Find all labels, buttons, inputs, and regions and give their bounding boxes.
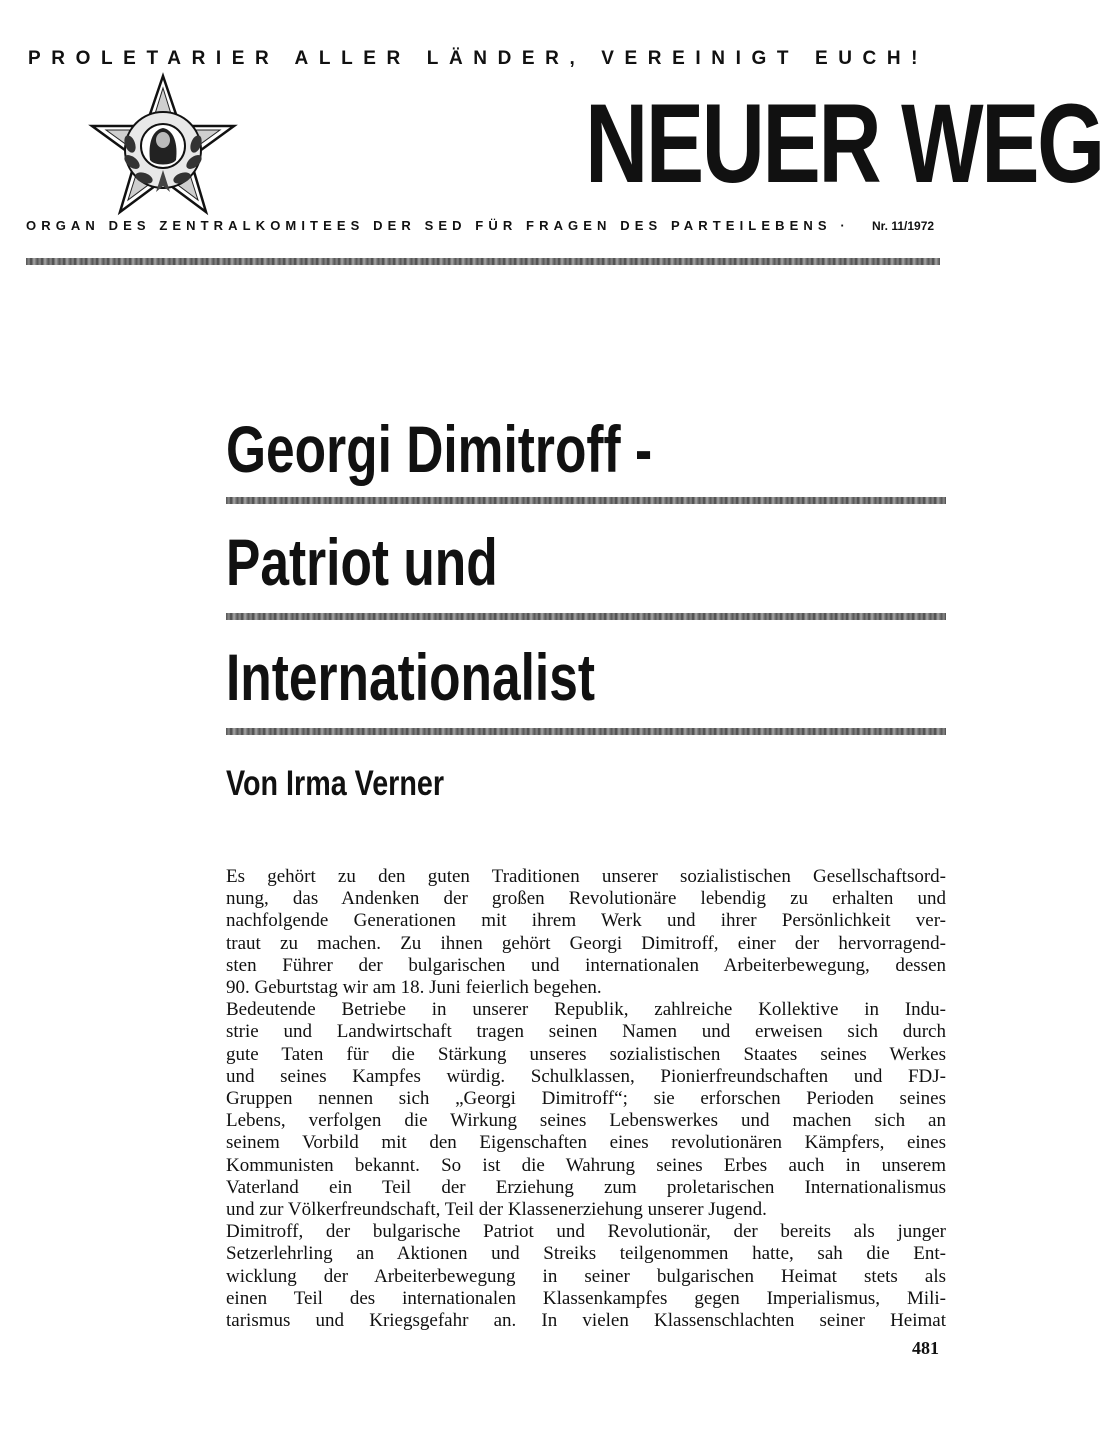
title-rule bbox=[226, 613, 946, 620]
body-text-line: traut zu machen. Zu ihnen gehört Georgi Dimitroff, einer der hervorragend- bbox=[226, 932, 946, 954]
body-text-line: nachfolgende Generationen mit ihrem Werk und ihrer Persönlichkeit ver- bbox=[226, 910, 946, 932]
header-rule bbox=[26, 258, 940, 265]
article-body bbox=[226, 866, 946, 1332]
title-rule bbox=[226, 497, 946, 504]
body-text-line: wicklung der Arbeiterbewegung in seiner bulgarischen Heimat stets als bbox=[226, 1265, 946, 1287]
body-text-line: nung, das Andenken der großen Revolutionäre lebendig zu erhalten und bbox=[226, 888, 946, 910]
body-text-line: Vaterland ein Teil der Erziehung zum proletarischen Internationalismus bbox=[226, 1176, 946, 1198]
body-text-line: einen Teil des internationalen Klassenkampfes gegen Imperialismus, Mili- bbox=[226, 1287, 946, 1309]
body-text-line: Dimitroff, der bulgarische Patriot und Revolutionär, der bereits als junger bbox=[226, 1221, 946, 1243]
page-number: 481 bbox=[912, 1338, 939, 1358]
issue-number: Nr. 11/1972 bbox=[872, 219, 935, 233]
byline: Von Irma Verner bbox=[226, 764, 445, 803]
article-title-line-2: Patriot und bbox=[226, 525, 498, 599]
body-text-line: gute Taten für die Stärkung unseres sozialistischen Staates seines Werkes bbox=[226, 1043, 946, 1065]
article-title-line-3: Internationalist bbox=[226, 640, 595, 714]
body-text-line: 90. Geburtstag wir am 18. Juni feierlich begehen. bbox=[226, 977, 602, 999]
body-text-line: und zur Völkerfreundschaft, Teil der Klassenerziehung unserer Jugend. bbox=[226, 1199, 767, 1221]
body-text-line: Es gehört zu den guten Traditionen unserer sozialistischen Gesellschaftsord- bbox=[226, 866, 946, 887]
body-text-line: Lebens, verfolgen die Wirkung seines Lebenswerkes und machen sich an bbox=[226, 1110, 946, 1132]
body-text-line: tarismus und Kriegsgefahr an. In vielen Klassenschlachten seiner Heimat bbox=[226, 1310, 946, 1332]
organ-line: ORGAN DES ZENTRALKOMITEES DER SED FÜR FRAGEN DES PARTEILEBENS · bbox=[26, 218, 850, 233]
body-text-line: strie und Landwirtschaft tragen seinen Namen und erweisen sich durch bbox=[226, 1021, 946, 1043]
slogan: PROLETARIER ALLER LÄNDER, VEREINIGT EUCH! bbox=[28, 48, 929, 69]
body-text-line: und seines Kampfes würdig. Schulklassen, Pionierfreundschaften und FDJ- bbox=[226, 1065, 946, 1087]
body-text-line: Kommunisten bekannt. So ist die Wahrung seines Erbes auch in unserem bbox=[226, 1154, 946, 1176]
body-text-line: Setzerlehrling an Aktionen und Streiks teilgenommen hatte, sah die Ent- bbox=[226, 1243, 946, 1265]
body-text-line: sten Führer der bulgarischen und internationalen Arbeiterbewegung, dessen bbox=[226, 954, 946, 976]
body-text-line: Bedeutende Betriebe in unserer Republik, zahlreiche Kollektive in Indu- bbox=[226, 999, 946, 1021]
star-emblem-icon bbox=[88, 74, 238, 220]
masthead-title: NEUER WEG bbox=[585, 81, 1103, 206]
body-text-line: seinem Vorbild mit den Eigenschaften eines revolutionären Kämpfers, eines bbox=[226, 1132, 946, 1154]
body-text-line: Gruppen nennen sich „Georgi Dimitroff“; sie erforschen Perioden seines bbox=[226, 1088, 946, 1110]
article-title-line-1: Georgi Dimitroff - bbox=[226, 412, 653, 486]
title-rule bbox=[226, 728, 946, 735]
